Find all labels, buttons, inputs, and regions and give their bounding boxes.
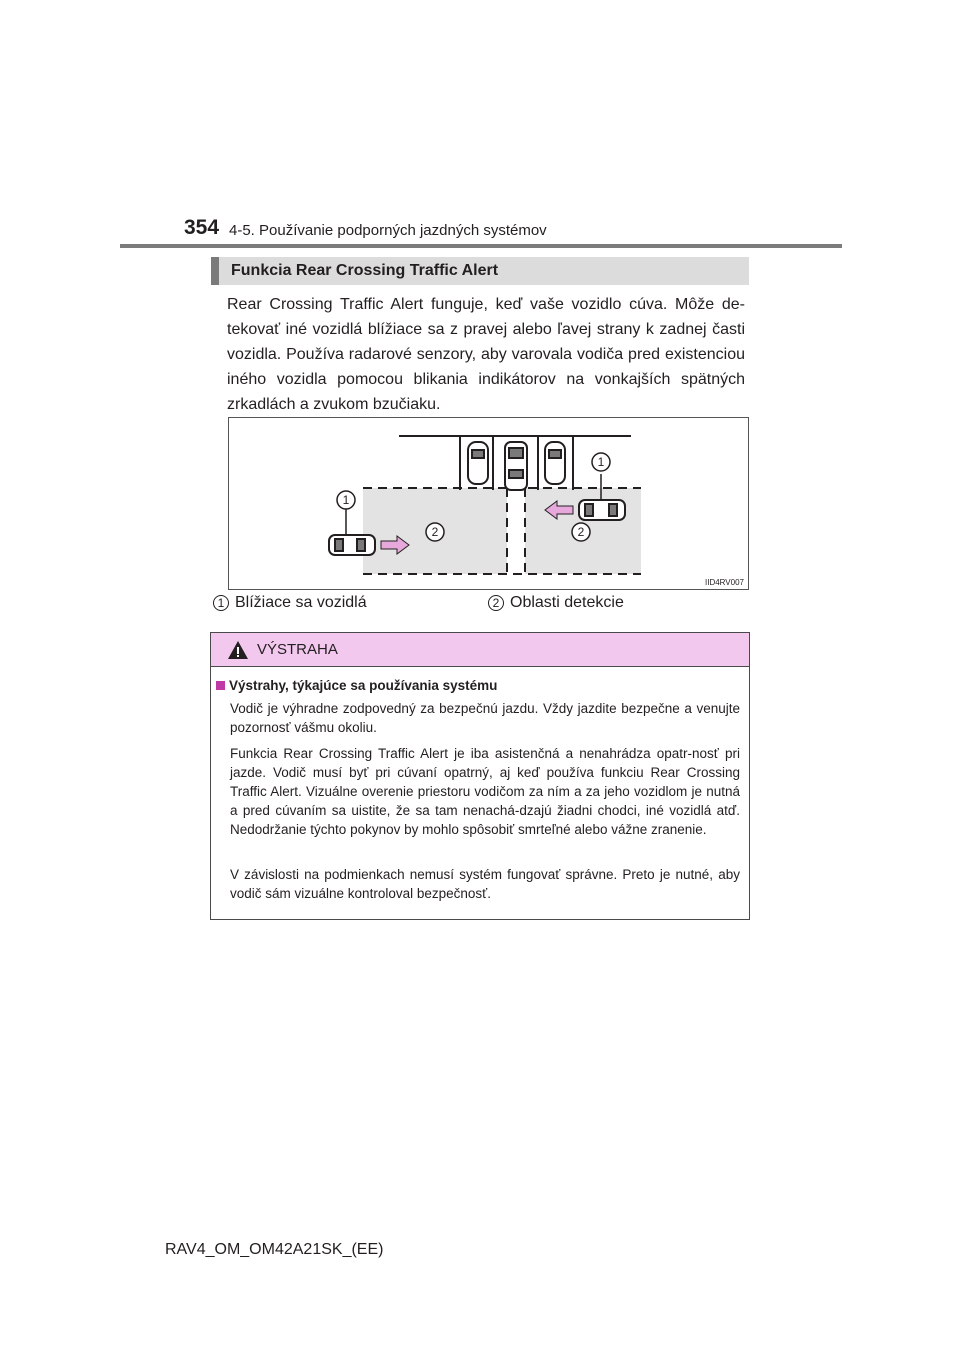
parked-car-1 (468, 442, 488, 484)
warning-subheading-text: Výstrahy, týkajúce sa používania systému (229, 678, 498, 693)
legend-item-detection (488, 594, 624, 612)
warning-title: VÝSTRAHA (257, 641, 338, 658)
callout-2-left: 2 (431, 525, 439, 539)
section-heading: Funkcia Rear Crossing Traffic Alert (211, 257, 749, 285)
warning-paragraph: Vodič je výhradne zodpovedný za bezpečnú jazdu. Vždy jazdite bezpečne a venujte pozornosť vášmu okoliu. (230, 701, 740, 735)
legend-label: Oblasti detekcie (510, 594, 624, 611)
warning-triangle-icon (227, 640, 249, 660)
warning-header (211, 633, 749, 667)
intro-paragraph: Rear Crossing Traffic Alert funguje, keď vaše vozidlo cúva. Môže de-tekovať iné vozidlá blížiace sa z pravej alebo ľavej strany k zadnej časti vozidla. Používa radarové senzory, aby varovala vodiča pred existenciou iného vozidla pomocou blikania indikátorov na vonkajších spätných zrkadlách a zvukom bzučiaku. (227, 296, 745, 413)
approaching-vehicle-left (329, 535, 375, 555)
callout-1-left: 1 (342, 493, 350, 507)
figure-id-label: IID4RV007 (705, 578, 744, 587)
bullet-square-icon (216, 681, 225, 690)
header-rule (120, 244, 842, 248)
parking-diagram (228, 417, 749, 590)
callout-1-right: 1 (597, 455, 605, 469)
approaching-vehicle-right (579, 500, 625, 520)
own-car-reversing (505, 442, 527, 490)
footer-document-code: RAV4_OM_OM42A21SK_(EE) (165, 1241, 384, 1258)
legend-number: 1 (213, 595, 229, 611)
parking-diagram-svg (229, 418, 750, 591)
chapter-title: 4-5. Používanie podporných jazdných systémov (229, 222, 547, 239)
warning-paragraph: Funkcia Rear Crossing Traffic Alert je iba asistenčná a nenahrádza opatr-nosť pri jazde. Vodič musí byť pri cúvaní opatrný, aj keď používa funkciu Rear Crossing Traffic Alert. Vizuálne overenie priestoru vodičom za ním a za jeho vozidlom je nutná a pred cúvaním sa uistite, že sa tam nenachá-dzajú žiadni chodci, iné vozidlá atď. Nedodržanie týchto pokynov by mohlo spôsobiť smrteľné alebo vážne zranenie. (230, 746, 740, 837)
warning-paragraph: V závislosti na podmienkach nemusí systém fungovať správne. Preto je nutné, aby vodič sám vizuálne kontroloval bezpečnosť. (230, 867, 740, 901)
page-number: 354 (184, 216, 220, 239)
legend-label: Blížiace sa vozidlá (235, 594, 367, 611)
warning-box (210, 632, 750, 920)
legend-number: 2 (488, 595, 504, 611)
parked-car-2 (545, 442, 565, 484)
warning-subheading (216, 678, 497, 693)
legend-item-approaching (213, 594, 367, 612)
callout-2-right: 2 (577, 525, 585, 539)
